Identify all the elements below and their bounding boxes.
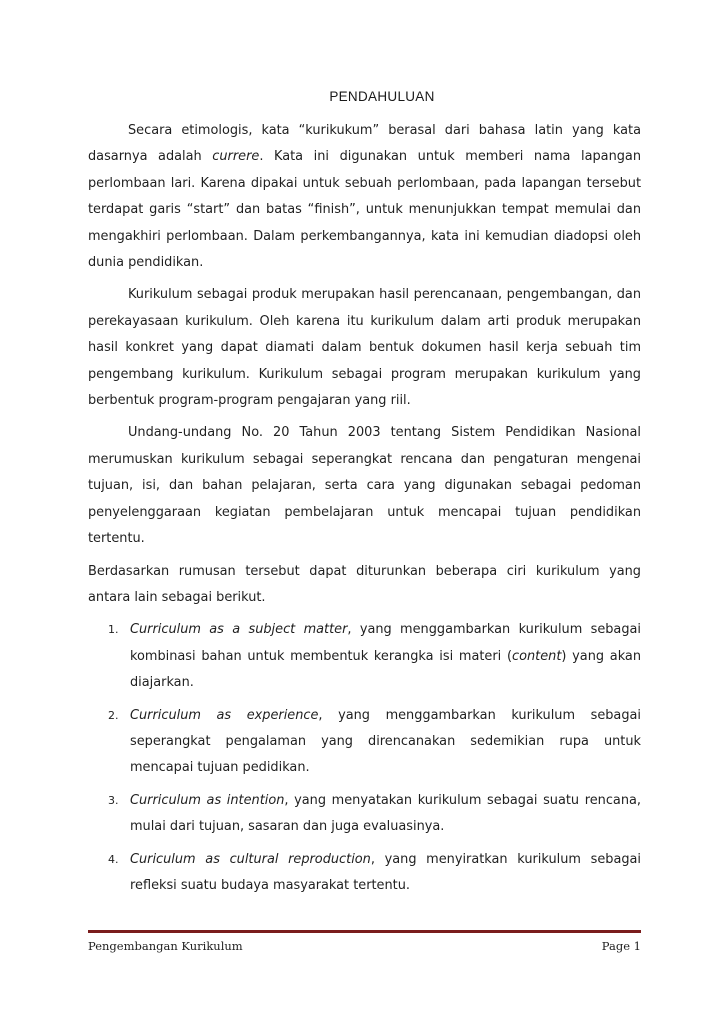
list-item-text: , yang menggambarkan kurikulum sebagai seperangkat pengalaman yang direncanakan sedemikian rupa untuk mencapai tujuan pedidikan. xyxy=(130,707,641,776)
list-item-text: , yang menyiratkan kurikulum sebagai refleksi suatu budaya masyarakat tertentu. xyxy=(130,851,642,893)
title-text: PENDAHULUAN xyxy=(329,89,435,104)
paragraph-etimologi xyxy=(88,118,641,276)
paragraph-ciri: Berdasarkan rumusan tersebut dapat diturunkan beberapa ciri kurikulum yang antara lain sebagai berikut. xyxy=(88,563,641,605)
list-number: 4. xyxy=(108,852,119,866)
document-body xyxy=(88,118,641,905)
page-title xyxy=(0,89,728,104)
paragraph-emphasis: currere xyxy=(212,149,260,165)
list-item xyxy=(88,788,641,841)
list-item xyxy=(88,703,641,782)
list-item-text: , yang menggambarkan kurikulum sebagai kombinasi bahan untuk membentuk kerangka isi materi ( xyxy=(130,622,641,664)
footer-rule xyxy=(88,930,641,933)
list-item-emphasis: content xyxy=(512,648,562,664)
list-item xyxy=(88,617,641,696)
footer-title: Pengembangan Kurikulum xyxy=(88,939,243,953)
list-number: 3. xyxy=(108,793,119,807)
list-item-term: Curriculum as intention xyxy=(130,792,285,808)
list-number: 2. xyxy=(108,708,119,722)
list-item-term: Curriculum as a subject matter xyxy=(130,622,348,638)
paragraph-text: Secara etimologis, kata “kurikukum” berasal dari bahasa latin yang kata dasarnya adalah xyxy=(88,123,641,165)
paragraph-text: . Kata ini digunakan untuk memberi nama lapangan perlombaan lari. Karena dipakai untuk sebuah perlombaan, pada lapangan tersebut terdapat garis “start” dan batas “finish”, untuk menunjukkan tempat memulai dan mengakhiri perlombaan. Dalam perkembangannya, kata ini kemudian diadopsi oleh dunia pendidikan. xyxy=(88,149,642,271)
page-number: Page 1 xyxy=(601,939,641,953)
paragraph-undang-undang: Undang-undang No. 20 Tahun 2003 tentang Sistem Pendidikan Nasional merumuskan kurikulum sebagai seperangkat rencana dan pengaturan mengenai tujuan, isi, dan bahan pelajaran, serta cara yang digunakan sebagai pedoman penyelenggaraan kegiatan pembelajaran untuk mencapai tujuan pendidikan tertentu. xyxy=(88,425,641,547)
ciri-list xyxy=(88,617,641,899)
list-item-term: Curiculum as cultural reproduction xyxy=(130,851,371,867)
list-item-term: Curriculum as experience xyxy=(130,707,319,723)
list-item-text: ) yang akan diajarkan. xyxy=(130,648,641,691)
paragraph-produk: Kurikulum sebagai produk merupakan hasil perencanaan, pengembangan, dan perekayasaan kurikulum. Oleh karena itu kurikulum dalam arti produk merupakan hasil konkret yang dapat diamati dalam bentuk dokumen hasil kerja sebuah tim pengembang kurikulum. Kurikulum sebagai program merupakan kurikulum yang berbentuk program-program pengajaran yang riil. xyxy=(88,287,641,409)
list-item-text: , yang menyatakan kurikulum sebagai suatu rencana, mulai dari tujuan, sasaran dan juga evaluasinya. xyxy=(130,792,641,835)
list-item xyxy=(88,847,641,900)
list-number: 1. xyxy=(108,623,119,637)
